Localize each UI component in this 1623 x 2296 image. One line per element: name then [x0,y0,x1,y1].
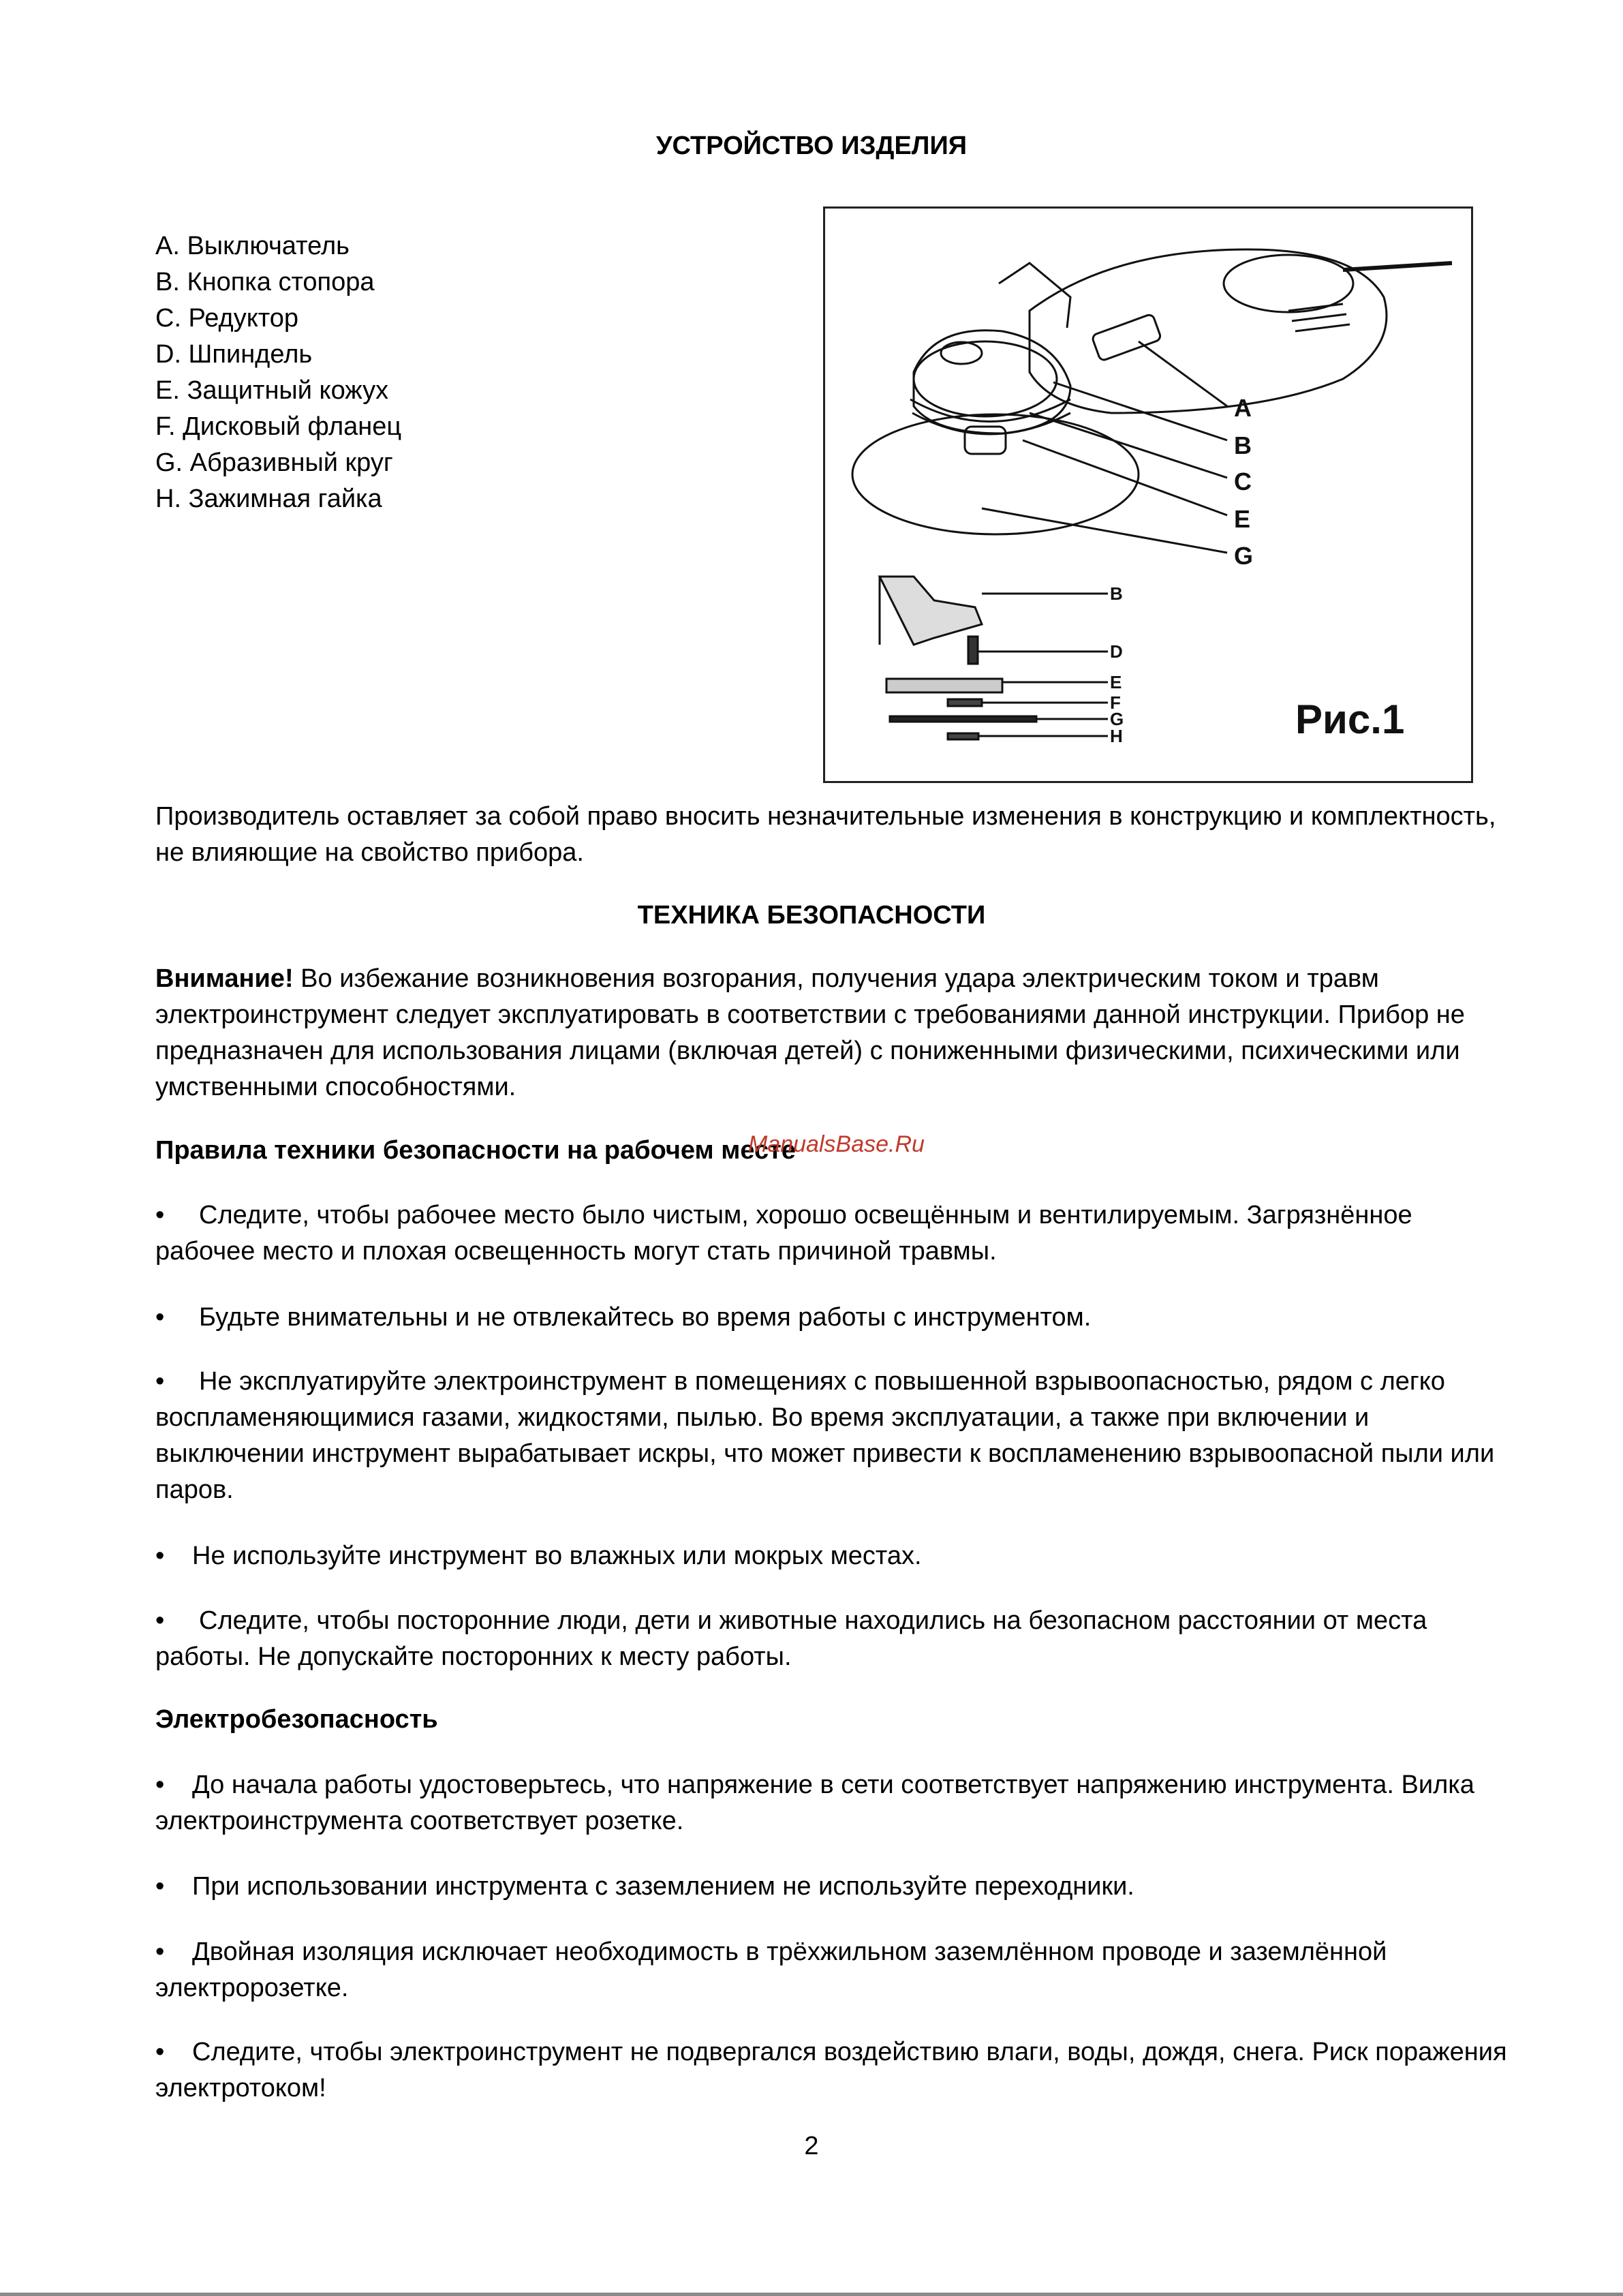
bullet-icon: • [155,1606,165,1635]
bullet-text: Следите, чтобы рабочее место было чистым, хорошо освещённым и вентилируемым. Загрязнённое рабочее место и плохая освещенность могут стать причиной травмы. [155,1201,1412,1266]
warning-label: Внимание! [155,964,294,993]
label-b: B [1234,431,1252,459]
bullet-text: Не используйте инструмент во влажных или мокрых местах. [192,1542,922,1570]
parts-list [155,228,401,517]
bullet-text: До начала работы удостоверьтесь, что напряжение в сети соответствует напряжению инструмента. Вилка электроинструмента соответствует розетке. [155,1771,1474,1835]
label-a: A [1234,394,1252,422]
part-item: D. Шпиндель [155,340,313,369]
label-d-small: D [1110,641,1123,662]
label-f-small: F [1110,692,1121,713]
bullet-text: Двойная изоляция исключает необходимость в трёхжильном заземлённом проводе и заземлённой электророзетке. [155,1938,1387,2002]
bullet-item [155,2034,1511,2107]
label-e: E [1234,505,1251,533]
label-c: C [1234,468,1252,495]
section-title-device: УСТРОЙСТВО ИЗДЕЛИЯ [655,132,968,160]
bullet-icon: • [155,1367,165,1396]
bullet-icon: • [155,1303,165,1332]
bullet-text: Следите, чтобы посторонние люди, дети и животные находились на безопасном расстоянии от места работы. Не допускайте посторонних к месту работы. [155,1606,1427,1671]
bottom-divider [0,2293,1623,2296]
bullet-icon: • [155,1771,165,1799]
manufacturer-note: Производитель оставляет за собой право вносить незначительные изменения в конструкцию и комплектность, не влияющие на свойство прибора. [155,802,1496,867]
bullet-icon: • [155,1542,165,1570]
watermark: ManualsBase.Ru [748,1131,925,1157]
bullet-icon: • [155,1201,165,1229]
section-title-safety: ТЕХНИКА БЕЗОПАСНОСТИ [637,901,986,930]
electrical-safety-title: Электробезопасность [155,1705,438,1734]
part-item: G. Абразивный круг [155,448,393,477]
figure-angle-grinder [823,206,1473,783]
part-item: C. Редуктор [155,304,299,333]
part-item: E. Защитный кожух [155,376,389,405]
part-item: H. Зажимная гайка [155,485,382,513]
bullet-icon: • [155,1938,165,1966]
bullet-icon: • [155,2038,165,2066]
bullet-item [155,1538,1511,1574]
bullet-item [155,1767,1511,1839]
bullet-item [155,1197,1511,1270]
angle-grinder-illustration [825,209,1471,781]
workplace-rules-title: Правила техники безопасности на рабочем месте [155,1136,796,1165]
bullet-text: Будьте внимательны и не отвлекайтесь во время работы с инструментом. [199,1303,1092,1332]
bullet-text: Следите, чтобы электроинструмент не подвергался воздействию влаги, воды, дождя, снега. Риск поражения электротоком! [155,2038,1507,2102]
bullet-item [155,1869,1511,1905]
figure-caption: Рис.1 [1295,697,1405,742]
label-g-small: G [1110,709,1124,729]
label-e-small: E [1110,672,1122,692]
label-b-small: B [1110,583,1123,604]
page-number: 2 [804,2132,819,2160]
label-g: G [1234,542,1254,570]
bullet-item [155,1300,1511,1336]
part-item: A. Выключатель [155,232,350,260]
bullet-text: При использовании инструмента с заземлением не используйте переходники. [192,1872,1134,1901]
warning-paragraph [155,961,1511,1105]
part-item: B. Кнопка стопора [155,268,375,296]
bullet-item [155,1364,1511,1508]
bullet-item [155,1934,1511,2006]
bullet-icon: • [155,1872,165,1901]
bullet-text: Не эксплуатируйте электроинструмент в помещениях с повышенной взрывоопасностью, рядом с легко воспламеняющимися газами, жидкостями, пылью. Во время эксплуатации, а также при включении и выключении инструмент вырабатывает искры, что может привести к воспламенению взрывоопасной пыли или паров. [155,1367,1495,1504]
label-h-small: H [1110,726,1123,746]
warning-text: Во избежание возникновения возгорания, получения удара электрическим током и травм электроинструмент следует эксплуатировать в соответствии с требованиями данной инструкции. Прибор не предназначен для использования лицами (включая детей) с пониженными физическими, психическими или умственными способностями. [155,964,1465,1101]
bullet-item [155,1603,1511,1675]
part-item: F. Дисковый фланец [155,412,402,441]
